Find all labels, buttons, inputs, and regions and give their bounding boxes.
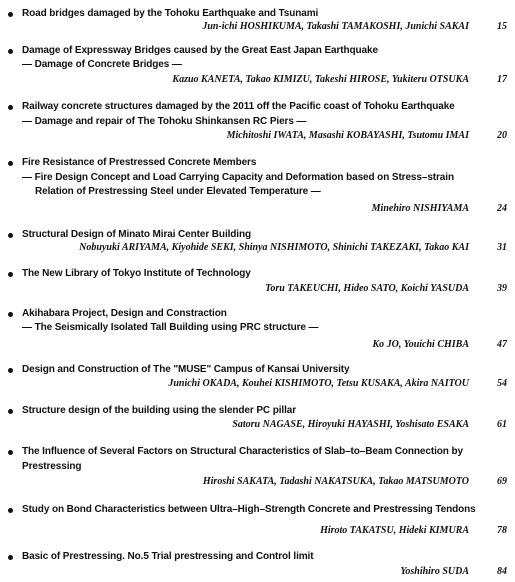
entry-subtitle: — Fire Design Concept and Load Carrying Capacity and Deformation based on Stress–strain xyxy=(22,172,454,183)
entry-title[interactable]: Railway concrete structures damaged by the 2011 off the Pacific coast of Tohoku Earthquake xyxy=(22,101,455,112)
entry-authors: Ko JO, Youichi CHIBA xyxy=(372,339,469,350)
entry-authors: Hiroshi SAKATA, Tadashi NAKATSUKA, Takao MATSUMOTO xyxy=(202,476,469,487)
entry-title[interactable]: Structural Design of Minato Mirai Center Building xyxy=(22,229,252,240)
bullet-icon xyxy=(8,508,13,513)
bullet-icon xyxy=(8,233,13,238)
entry-page-number: 69 xyxy=(497,476,507,487)
entry-page-number: 47 xyxy=(497,339,507,350)
entry-authors: Nobuyuki ARIYAMA, Kiyohide SEKI, Shinya NISHIMOTO, Shinichi TAKEZAKI, Takao KAI xyxy=(79,242,469,253)
entry-title[interactable]: Study on Bond Characteristics between Ultra–High–Strength Concrete and Prestressing Tendons xyxy=(22,504,476,515)
entry-page-number: 39 xyxy=(497,283,507,294)
entry-title[interactable]: Road bridges damaged by the Tohoku Earthquake and Tsunami xyxy=(22,8,319,19)
bullet-icon xyxy=(8,368,13,373)
entry-page-number: 84 xyxy=(497,566,507,577)
entry-page-number: 61 xyxy=(497,419,507,430)
entry-page-number: 54 xyxy=(497,378,507,389)
entry-title[interactable]: Akihabara Project, Design and Constraction xyxy=(22,308,227,319)
entry-title[interactable]: Design and Construction of The "MUSE" Campus of Kansai University xyxy=(22,364,350,375)
bullet-icon xyxy=(8,555,13,560)
entry-subtitle: — Damage and repair of The Tohoku Shinkansen RC Piers — xyxy=(22,116,307,127)
entry-page-number: 20 xyxy=(497,130,507,141)
entry-page-number: 31 xyxy=(497,242,507,253)
bullet-icon xyxy=(8,409,13,414)
bullet-icon xyxy=(8,49,13,54)
entry-authors: Michitoshi IWATA, Masashi KOBAYASHI, Tsutomu IMAI xyxy=(226,130,469,141)
entry-authors: Hiroto TAKATSU, Hideki KIMURA xyxy=(320,525,469,536)
entry-title[interactable]: Basic of Prestressing. No.5 Trial prestressing and Control limit xyxy=(22,551,314,562)
bullet-icon xyxy=(8,272,13,277)
bullet-icon xyxy=(8,450,13,455)
bullet-icon xyxy=(8,105,13,110)
entry-page-number: 24 xyxy=(497,203,507,214)
entry-subtitle: Prestressing xyxy=(22,461,82,472)
entry-page-number: 78 xyxy=(497,525,507,536)
entry-title[interactable]: Damage of Expressway Bridges caused by the Great East Japan Earthquake xyxy=(22,45,378,56)
entry-authors: Minehiro NISHIYAMA xyxy=(371,203,469,214)
entry-title[interactable]: The New Library of Tokyo Institute of Technology xyxy=(22,268,251,279)
entry-title[interactable]: Structure design of the building using the slender PC pillar xyxy=(22,405,297,416)
bullet-icon xyxy=(8,12,13,17)
entry-page-number: 17 xyxy=(497,74,507,85)
bullet-icon xyxy=(8,161,13,166)
entry-subtitle: — Damage of Concrete Bridges — xyxy=(22,59,182,70)
entry-subtitle-continued: Relation of Prestressing Steel under Elevated Temperature — xyxy=(35,186,321,197)
entry-authors: Junichi OKADA, Kouhei KISHIMOTO, Tetsu KUSAKA, Akira NAITOU xyxy=(168,378,469,389)
entry-authors: Toru TAKEUCHI, Hideo SATO, Koichi YASUDA xyxy=(265,283,469,294)
entry-page-number: 15 xyxy=(497,21,507,32)
bullet-icon xyxy=(8,312,13,317)
entry-authors: Jun-ichi HOSHIKUMA, Takashi TAMAKOSHI, Junichi SAKAI xyxy=(202,21,469,32)
entry-authors: Satoru NAGASE, Hiroyuki HAYASHI, Yoshisato ESAKA xyxy=(232,419,469,430)
entry-authors: Kazuo KANETA, Takao KIMIZU, Takeshi HIROSE, Yukiteru OTSUKA xyxy=(172,74,469,85)
entry-title[interactable]: The Influence of Several Factors on Structural Characteristics of Slab–to–Beam Connection by xyxy=(22,446,463,457)
entry-authors: Yoshihiro SUDA xyxy=(400,566,469,577)
entry-subtitle: — The Seismically Isolated Tall Building using PRC structure — xyxy=(22,322,319,333)
entry-title[interactable]: Fire Resistance of Prestressed Concrete Members xyxy=(22,157,257,168)
